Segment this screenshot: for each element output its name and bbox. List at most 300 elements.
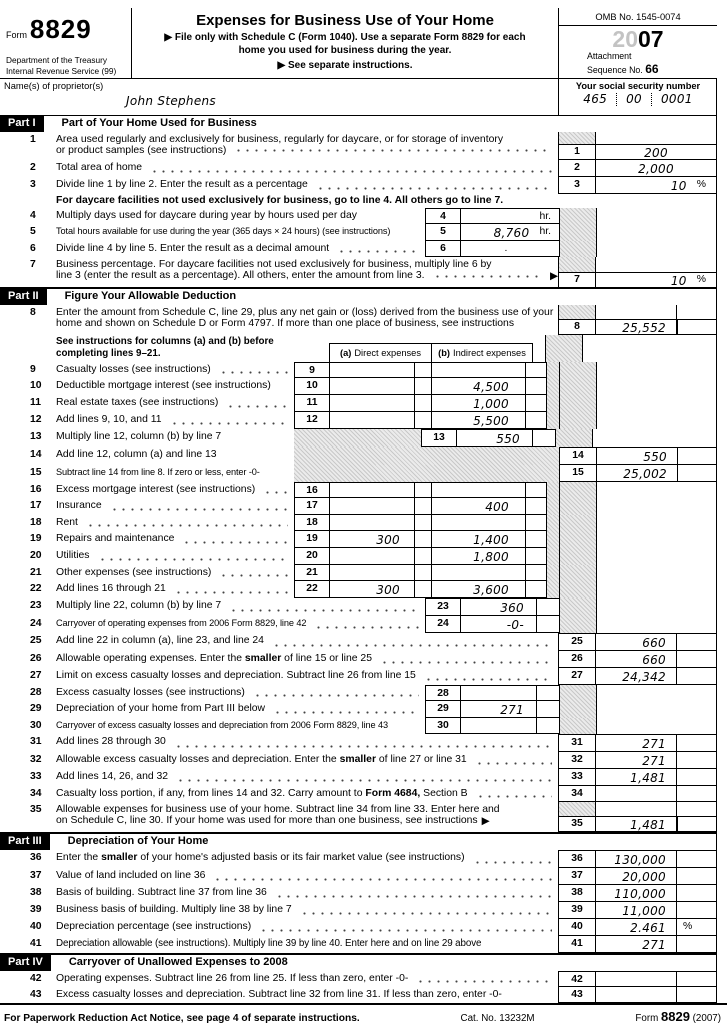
line-37-amount-field[interactable]: 20,000: [596, 868, 676, 885]
spacer: [294, 335, 329, 362]
line-15-label: Subtract line 14 from line 8. If zero or less, enter -0-: [56, 467, 260, 477]
line-42-cents-field[interactable]: [676, 971, 716, 987]
part1-label: Part I: [0, 116, 44, 132]
line-6-amount-field[interactable]: [460, 241, 559, 257]
line-21-label: Other expenses (see instructions): [56, 567, 212, 578]
hatch-cell: [559, 718, 597, 734]
line-35-cents-field[interactable]: [676, 802, 716, 832]
line-29-box-number: 29: [425, 701, 460, 718]
line-25-amount-field[interactable]: 660: [596, 633, 676, 651]
dot-leader: [213, 877, 552, 882]
spacer: [597, 701, 716, 718]
line-1-number: 1: [30, 134, 36, 145]
line-20-direct-field[interactable]: [329, 548, 414, 565]
part3-label: Part III: [0, 834, 50, 850]
line-36-cents-field[interactable]: [676, 850, 716, 868]
line-35-amount-value[interactable]: 1,481: [596, 816, 676, 831]
line-8-label-1: Enter the amount from Schedule C, line 29, plus any net gain or (loss) derived from the business use of your: [56, 307, 554, 318]
hatch-cell: [559, 132, 595, 144]
line-43-box-number: 43: [558, 987, 596, 1003]
form-footer-id: Form 8829 (2007): [635, 1009, 721, 1024]
line-10-direct-cents[interactable]: [414, 378, 431, 395]
line-16-box-number: 16: [294, 482, 329, 498]
proprietor-name-field[interactable]: John Stephens: [126, 94, 216, 108]
dot-leader: [174, 590, 288, 595]
line-26-box-number: 26: [558, 651, 596, 668]
line-21-label-cell: [56, 565, 294, 581]
line-41-label: Depreciation allowable (see instructions). Multiply line 39 by line 40. Enter here and on line 29 above: [56, 938, 482, 949]
form-line-15: [0, 465, 716, 482]
form-line-32: [0, 752, 716, 769]
line-2-amount-field[interactable]: [596, 160, 716, 177]
line-4-number: 4: [30, 210, 36, 221]
line-23-number: 23: [30, 600, 42, 611]
form-line-2: [0, 160, 716, 177]
line-12-box-number: 12: [294, 412, 329, 429]
line-12-indirect-cents[interactable]: [525, 412, 547, 429]
line-32-label: Allowable excess casualty losses and depreciation. Enter the smaller of line 27 or line 31: [56, 754, 467, 765]
line-29-cents-field[interactable]: [536, 701, 559, 718]
line-26-cents-field[interactable]: [676, 651, 716, 668]
spacer: [597, 565, 716, 581]
line-27-label-cell: [56, 668, 558, 685]
ssn-label: Your social security number: [575, 81, 701, 91]
dot-leader: [433, 274, 541, 279]
line-9-indirect-field[interactable]: [431, 362, 525, 378]
line-31-label: Add lines 28 through 30: [56, 736, 166, 747]
line-34-amount-field[interactable]: [596, 786, 676, 802]
columns-note-2: completing lines 9–21.: [56, 348, 161, 360]
hatch-cell: [294, 465, 559, 482]
form-line-41: [0, 936, 716, 953]
sequence-label: Sequence No. 66: [587, 61, 659, 76]
line-38-cents-field[interactable]: [676, 885, 716, 902]
line-26-amount-field[interactable]: 660: [596, 651, 676, 668]
line-13-cents-field[interactable]: [532, 429, 555, 447]
line-3-amount-value[interactable]: 10: [670, 179, 687, 193]
line-36-box-number: 36: [558, 850, 596, 868]
line-31-number: 31: [30, 736, 42, 747]
line-32-amount-field[interactable]: 271: [596, 752, 676, 769]
hatch-cell: [559, 548, 597, 565]
line-23-label: Multiply line 22, column (b) by line 7: [56, 600, 222, 611]
spacer: [596, 132, 716, 134]
line-41-cents-field[interactable]: [676, 936, 716, 953]
line-22-box-number: 22: [294, 581, 329, 598]
line-30-cents-field[interactable]: [536, 718, 559, 734]
hatch-cell: [547, 581, 559, 598]
form-line-36: [0, 850, 716, 868]
ssn-part2[interactable]: 00: [626, 92, 642, 106]
line-4-unit: hr.: [539, 211, 551, 222]
form-line-38: [0, 885, 716, 902]
line-9-indirect-cents[interactable]: [525, 362, 547, 378]
line-7-amount-field[interactable]: [596, 257, 716, 287]
line-15-cents-field[interactable]: [677, 465, 717, 482]
line-3-box-number: 3: [558, 177, 596, 194]
line-8-amount-value[interactable]: 25,552: [596, 319, 676, 334]
line-6-decimal-point[interactable]: .: [504, 243, 508, 254]
form-line-11: [0, 395, 716, 412]
line-19-direct-cents[interactable]: [414, 531, 431, 548]
line-11-direct-field[interactable]: [329, 395, 414, 412]
spacer: [597, 482, 716, 498]
line-32-label-cell: [56, 752, 558, 769]
line-23-cents-field[interactable]: [536, 598, 559, 616]
line-22-indirect-cents[interactable]: [525, 581, 547, 598]
line-34-cents-field[interactable]: [676, 786, 716, 802]
line-42-label-cell: [56, 971, 558, 987]
line-20-indirect-cents[interactable]: [525, 548, 547, 565]
dot-leader: [273, 710, 419, 715]
line-16-direct-field[interactable]: [329, 482, 414, 498]
line-32-box-number: 32: [558, 752, 596, 769]
form-line-10: [0, 378, 716, 395]
line-21-direct-cents[interactable]: [414, 565, 431, 581]
hatch-cell: [559, 482, 597, 498]
line-7-percent[interactable]: 10: [670, 274, 687, 288]
line-23-amount-field[interactable]: 360: [460, 598, 536, 616]
line-40-number: 40: [30, 921, 42, 932]
line-17-indirect-cents[interactable]: [525, 498, 547, 515]
line-19-indirect-cents[interactable]: [525, 531, 547, 548]
spacer: [597, 378, 716, 395]
line-7-label-1: Business percentage. For daycare facilities not used exclusively for business, multiply line 6 by: [56, 259, 492, 270]
line-33-box-number: 33: [558, 769, 596, 786]
line-42-number: 42: [30, 973, 42, 984]
line-31-amount-field[interactable]: 271: [596, 734, 676, 752]
part4-bar: [0, 953, 716, 971]
ssn-part1[interactable]: 465: [583, 92, 608, 106]
spacer: [677, 305, 716, 319]
form-line-16: [0, 482, 716, 498]
line-8-amount-field[interactable]: [596, 305, 676, 335]
line-17-number: 17: [30, 500, 42, 511]
hatch-cell: [559, 498, 597, 515]
line-28-label: Excess casualty losses (see instructions): [56, 687, 245, 698]
line-33-label-cell: [56, 769, 558, 786]
line-34-label: Casualty loss portion, if any, from lines 14 and 32. Carry amount to Form 4684, Section B: [56, 788, 468, 799]
line-20-box-number: 20: [294, 548, 329, 565]
hatch-cell: [559, 515, 597, 531]
line-35-cents-value[interactable]: [677, 816, 716, 831]
line-2-label: Total area of home: [56, 162, 143, 173]
line-14-cents-field[interactable]: [677, 447, 717, 465]
line-3-amount-field[interactable]: [596, 177, 716, 194]
line-22-direct-cents[interactable]: [414, 581, 431, 598]
form-line-27: [0, 668, 716, 685]
line-20-number: 20: [30, 550, 42, 561]
line-39-cents-field[interactable]: [676, 902, 716, 919]
line-36-number: 36: [30, 852, 42, 863]
hatch-cell: [559, 581, 597, 598]
line-5-amount-field[interactable]: [460, 224, 559, 241]
line-40-amount-field[interactable]: 2.461: [596, 919, 676, 936]
line-8-cents-value[interactable]: [677, 319, 716, 334]
line-9-direct-cents[interactable]: [414, 362, 431, 378]
see-instructions-line: ▶ See separate instructions.: [277, 60, 413, 71]
line-15-amount-field[interactable]: 25,002: [597, 465, 677, 482]
line-25-label-cell: [56, 633, 558, 651]
form-line-7: [0, 257, 716, 287]
line-10-box-number: 10: [294, 378, 329, 395]
line-4-label: Multiply days used for daycare during year by hours used per day: [56, 210, 357, 221]
line-30-number: 30: [30, 720, 42, 731]
line-10-direct-field[interactable]: [329, 378, 414, 395]
line-1-amount-value[interactable]: 200: [596, 144, 716, 159]
line-5-box-number: 5: [425, 224, 460, 241]
part4-label: Part IV: [0, 955, 51, 971]
line-11-indirect-field[interactable]: 1,000: [431, 395, 525, 412]
proprietor-cell: [0, 79, 558, 115]
line-11-direct-cents[interactable]: [414, 395, 431, 412]
form-line-28: [0, 685, 716, 701]
line-20-direct-cents[interactable]: [414, 548, 431, 565]
line-16-direct-cents[interactable]: [414, 482, 431, 498]
hatch-cell: [547, 498, 559, 515]
line-18-direct-field[interactable]: [329, 515, 414, 531]
line-6-label: Divide line 4 by line 5. Enter the result as a decimal amount: [56, 243, 330, 254]
line-12-indirect-field[interactable]: 5,500: [431, 412, 525, 429]
part2-bar: [0, 287, 716, 305]
line-1-label-1: Area used regularly and exclusively for business, regularly for daycare, or for storage of inventory: [56, 134, 504, 145]
line-8-box-number: 8: [558, 305, 596, 335]
columns-note: [56, 335, 294, 362]
hatch-cell: [559, 362, 597, 378]
part1-heading: Part of Your Home Used for Business: [61, 117, 257, 129]
line-12-direct-cents[interactable]: [414, 412, 431, 429]
dot-leader: [150, 169, 552, 174]
line-21-indirect-cents[interactable]: [525, 565, 547, 581]
daycare-note-row: [0, 194, 716, 208]
line-21-indirect-field[interactable]: [431, 565, 525, 581]
catalog-number: Cat. No. 13232M: [460, 1013, 535, 1024]
hatch-cell: [559, 616, 597, 633]
form-line-4: [0, 208, 716, 224]
line-17-box-number: 17: [294, 498, 329, 515]
line-39-amount-field[interactable]: 11,000: [596, 902, 676, 919]
line-25-number: 25: [30, 635, 42, 646]
line-15-box-number: 15: [559, 465, 597, 482]
form-line-35: [0, 802, 716, 832]
line-5-amount-value[interactable]: 8,760: [493, 226, 530, 240]
form-word: Form: [6, 30, 27, 40]
line-19-indirect-field[interactable]: 1,400: [431, 531, 525, 548]
line-27-box-number: 27: [558, 668, 596, 685]
line-24-amount-field[interactable]: -0-: [460, 616, 536, 633]
line-4-amount-field[interactable]: [460, 208, 559, 224]
line-11-indirect-cents[interactable]: [525, 395, 547, 412]
line-30-amount-field[interactable]: [460, 718, 536, 734]
form-line-43: [0, 987, 716, 1003]
line-17-indirect-field[interactable]: 400: [431, 498, 525, 515]
attachment-label: Attachment: [587, 51, 632, 61]
line-25-cents-field[interactable]: [676, 633, 716, 651]
line-22-direct-field[interactable]: 300: [329, 581, 414, 598]
dot-leader: [174, 744, 552, 749]
line-2-label-cell: [56, 160, 558, 177]
dot-leader: [182, 540, 288, 545]
line-28-cents-field[interactable]: [536, 685, 559, 701]
line-31-cents-field[interactable]: [676, 734, 716, 752]
line-28-amount-field[interactable]: [460, 685, 536, 701]
form-line-23: [0, 598, 716, 616]
line-31-label-cell: [56, 734, 558, 752]
line-12-number: 12: [30, 414, 42, 425]
line-33-amount-field[interactable]: 1,481: [596, 769, 676, 786]
line-1-label-2: or product samples (see instructions): [56, 145, 227, 156]
form-body: [0, 79, 717, 1003]
form-line-20: [0, 548, 716, 565]
line-7-number: 7: [30, 259, 36, 270]
line-35-amount-field[interactable]: [596, 802, 676, 832]
hatch-cell: [545, 335, 583, 362]
line-13-amount-field[interactable]: 550: [456, 429, 532, 447]
line-18-indirect-cents[interactable]: [525, 515, 547, 531]
line-10-indirect-cents[interactable]: [525, 378, 547, 395]
line-36-label-cell: [56, 850, 558, 868]
form-line-42: [0, 971, 716, 987]
dot-leader: [337, 249, 419, 254]
line-6-box-number: 6: [425, 241, 460, 257]
line-17-direct-field[interactable]: [329, 498, 414, 515]
line-14-amount-field[interactable]: 550: [597, 447, 677, 465]
part1-bar: [0, 116, 716, 132]
dot-leader: [234, 148, 552, 153]
line-16-indirect-cents[interactable]: [525, 482, 547, 498]
line-38-label-cell: [56, 885, 558, 902]
dot-leader: [170, 421, 288, 426]
line-27-amount-field[interactable]: 24,342: [596, 668, 676, 685]
form-line-31: [0, 734, 716, 752]
dot-leader: [263, 490, 288, 495]
line-10-indirect-field[interactable]: 4,500: [431, 378, 525, 395]
line-18-direct-cents[interactable]: [414, 515, 431, 531]
line-20-indirect-field[interactable]: 1,800: [431, 548, 525, 565]
line-17-label: Insurance: [56, 500, 102, 511]
spacer: [533, 335, 545, 362]
line-36-amount-field[interactable]: 130,000: [596, 850, 676, 868]
line-29-label: Depreciation of your home from Part III below: [56, 703, 266, 714]
department-line2: Internal Revenue Service (99): [6, 65, 117, 76]
line-7-box-number: 7: [558, 257, 596, 287]
line-12-direct-field[interactable]: [329, 412, 414, 429]
form-line-12: [0, 412, 716, 429]
line-5-label: Total hours available for use during the year (365 days × 24 hours) (see instructions): [56, 226, 391, 236]
line-40-label-cell: [56, 919, 558, 936]
hatch-cell: [559, 241, 597, 257]
spacer: [597, 531, 716, 548]
line-42-label: Operating expenses. Subtract line 26 from line 25. If less than zero, enter -0-: [56, 973, 409, 984]
form-footer: [0, 1003, 727, 1024]
line-38-amount-field[interactable]: 110,000: [596, 885, 676, 902]
line-25-label: Add line 22 in column (a), line 23, and line 24: [56, 635, 264, 646]
line-41-number: 41: [30, 938, 42, 949]
line-7-amount-value[interactable]: [596, 272, 716, 287]
hatch-cell: [547, 515, 559, 531]
line-18-indirect-field[interactable]: [431, 515, 525, 531]
form-line-18: [0, 515, 716, 531]
hatch-cell: [547, 548, 559, 565]
line-27-label: Limit on excess casualty losses and depreciation. Subtract line 26 from line 15: [56, 670, 416, 681]
subtitle-line1: ▶ File only with Schedule C (Form 1040). Use a separate Form 8829 for each: [164, 32, 526, 43]
line-40-cents-field[interactable]: [676, 919, 716, 936]
dot-leader: [176, 778, 552, 783]
hatch-cell: [547, 362, 559, 378]
form-line-29: [0, 701, 716, 718]
form-line-5: [0, 224, 716, 241]
line-33-cents-field[interactable]: [676, 769, 716, 786]
hatch-cell: [559, 802, 595, 816]
line-16-indirect-field[interactable]: [431, 482, 525, 498]
line-17-direct-cents[interactable]: [414, 498, 431, 515]
omb-number: OMB No. 1545-0074: [559, 8, 717, 26]
hatch-cell: [559, 378, 597, 395]
line-1-amount-field[interactable]: [596, 132, 716, 160]
department-line1: Department of the Treasury: [6, 55, 107, 66]
dot-leader: [316, 186, 552, 191]
line-1-label-cell: [56, 132, 558, 160]
line-43-cents-field[interactable]: [676, 987, 716, 1003]
hatch-cell: [559, 208, 597, 224]
spacer: [597, 498, 716, 515]
line-8-cents-field[interactable]: [676, 305, 716, 335]
hatch-cell: [547, 565, 559, 581]
line-35-label-cell: [56, 802, 558, 832]
line-37-cents-field[interactable]: [676, 868, 716, 885]
line-18-number: 18: [30, 517, 42, 528]
spacer: [677, 802, 716, 816]
ssn-part3[interactable]: 0001: [660, 92, 693, 106]
spacer: [597, 412, 716, 429]
line-27-cents-field[interactable]: [676, 668, 716, 685]
line-38-label: Basis of building. Subtract line 37 from line 36: [56, 887, 267, 898]
line-27-number: 27: [30, 670, 42, 681]
line-29-amount-field[interactable]: 271: [460, 701, 536, 718]
line-43-amount-field[interactable]: [596, 987, 676, 1003]
hatch-cell: [547, 531, 559, 548]
line-22-indirect-field[interactable]: 3,600: [431, 581, 525, 598]
line-6-number: 6: [30, 243, 36, 254]
line-32-cents-field[interactable]: [676, 752, 716, 769]
form-number-block: [0, 8, 132, 78]
line-21-direct-field[interactable]: [329, 565, 414, 581]
hatch-cell: [559, 531, 597, 548]
line-43-label-cell: [56, 987, 558, 1003]
line-24-cents-field[interactable]: [536, 616, 559, 633]
form-subtitle: [132, 32, 558, 73]
line-19-direct-field[interactable]: 300: [329, 531, 414, 548]
hatch-cell: [547, 412, 559, 429]
line-9-direct-field[interactable]: [329, 362, 414, 378]
line-28-label-cell: [56, 685, 425, 701]
line-35-label-1: Allowable expenses for business use of your home. Subtract line 34 from line 33. Enter here and: [56, 804, 500, 815]
ssn-field[interactable]: [559, 92, 717, 106]
line-28-box-number: 28: [425, 685, 460, 701]
line-12-label: Add lines 9, 10, and 11: [56, 414, 162, 425]
line-8-label-2: home and shown on Schedule D or Form 4797. If more than one place of business, see instructions: [56, 318, 515, 329]
line-2-amount-value[interactable]: 2,000: [638, 162, 674, 176]
line-41-amount-field[interactable]: 271: [596, 936, 676, 953]
spacer: [597, 241, 716, 257]
form-line-3: [0, 177, 716, 194]
form-line-9: [0, 362, 716, 378]
right-arrow: ▶: [550, 271, 558, 282]
line-34-number: 34: [30, 788, 42, 799]
line-19-box-number: 19: [294, 531, 329, 548]
line-42-amount-field[interactable]: [596, 971, 676, 987]
line-10-number: 10: [30, 380, 42, 391]
